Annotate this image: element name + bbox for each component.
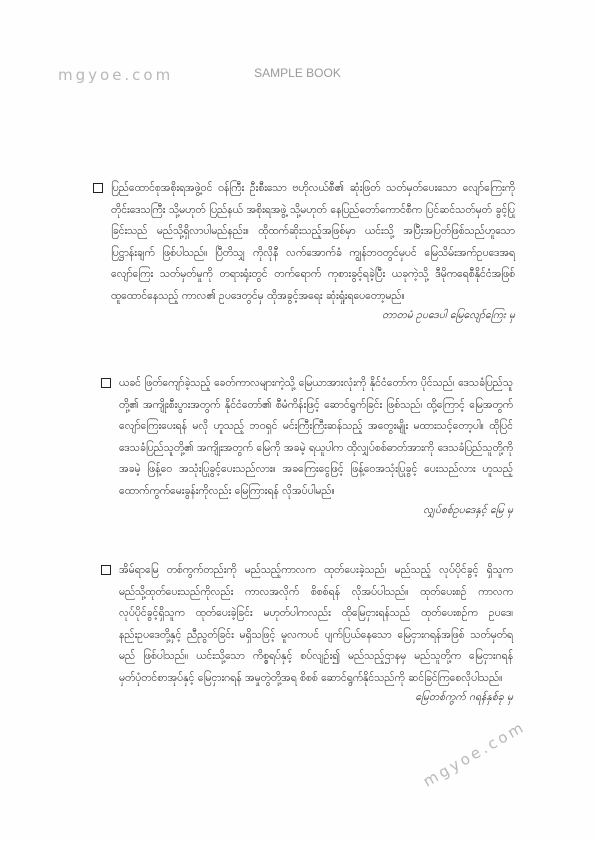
excerpt-attribution: လျှပ်စစ်ဥပဒေနှင့် မြေ မှ <box>423 504 513 516</box>
excerpt-paragraph <box>101 373 513 502</box>
excerpt-attribution: တာတမံ ဥပဒေပါ မြေလျော်ကြေး မှ <box>382 309 515 321</box>
watermark-diagonal: mgyoe.com <box>420 717 529 791</box>
excerpt-paragraph <box>93 178 515 307</box>
excerpt-block-1 <box>93 178 515 324</box>
excerpt-paragraph <box>101 560 513 689</box>
checkbox-bullet-icon <box>101 378 111 388</box>
excerpt-text: ပြည်ထောင်စုအစိုးရအဖွဲ့ဝင် ဝန်ကြီး ဦးစီးသော ဗဟိုလယ်စီ၏ ဆုံးဖြတ် သတ်မှတ်ပေးသော လျော်ကြေးကို တိုင်းဒေသကြီး သို့မဟုတ် ပြည်နယ် အစိုးရအဖွဲ့ သို့မဟုတ် နေပြည်တော်ကောင်စီက ပြင်ဆင်သတ်မှတ် ခွင့်ပြုခြင်းသည် မည်သို့ရှိလာပါမည်နည်း။ ထိုထက်ဆိုးသည့်အဖြစ်မှာ ယင်းသို့ အပြီးအပြတ်ဖြစ်သည်ဟူသော ပြဋ္ဌာန်းချက် ဖြစ်ပါသည်။ ပြီတိသျှ ကိုလိုနီ လက်အောက်ခံ ကျွန်ဘဝတွင်မှပင် မြေသိမ်းအက်ဥပဒေအရ လျော်ကြေး သတ်မှတ်မှုကို တရားရုံးတွင် တက်ရောက် ကုစားခွင့်ရခဲ့ပြီး ယခုကဲ့သို့ ဒီမိုကရေစီနိုင်ငံအဖြစ် ထူထောင်နေသည့် ကာလ၏ ဥပဒေတွင်မှ ထိုအခွင့်အရေး ဆုံးရှုံးရပေတော့မည်။ <box>111 182 515 302</box>
excerpt-text: အိမ်ရာမြေ တစ်ကွက်တည်းကို မည်သည့်ကာလက ထုတ်ပေးခဲ့သည်၊ မည်သည့် လုပ်ပိုင်ခွင့် ရှိသူက မည်သို့ထုတ်ပေးသည်ကိုလည်း ကာလအလိုက် စိစစ်ရန် လိုအပ်ပါသည်။ ထုတ်ပေးစဉ် ကာလက လုပ်ပိုင်ခွင့်ရှိသူက ထုတ်ပေးခဲ့ခြင်း မဟုတ်ပါကလည်း ထိုမြေငှားရန်သည် ထုတ်ပေးစဉ်က ဥပဒေ၊ နည်းဥပဒေတို့နှင့် ညီညွတ်ခြင်း မရှိသဖြင့် မူလကပင် ပျက်ပြယ်နေသော မြေငှားဂရန်အဖြစ် သတ်မှတ်ရမည် ဖြစ်ပါသည်။ ယင်းသို့သော ကိစ္စရပ်နှင့် စပ်လျဉ်း၍ မည်သည့်ဌာနမှ မည်သူတို့က မြေငှားဂရန် မှတ်ပုံတင်စာအုပ်နှင့် မြေငှားဂရန် အမှုတွဲတို့အရ စိစစ် ဆောင်ရွက်နိုင်သည်ကို ဆင်ခြင်ကြစေလိုပါသည်။ <box>119 564 513 684</box>
excerpt-text: ယခင် ဖြတ်ကျော်ခဲ့သည့် ခေတ်ကာလများကဲ့သို့ မြေယာအားလုံးကို နိုင်ငံတော်က ပိုင်သည်၊ ဒေသခံပြည်သူတို့၏ အကျိုးစီးပွားအတွက် နိုင်ငံတော်၏ စီမံကိန်းဖြင့် ဆောင်ရွက်ခြင်း ဖြစ်သည်၊ ထို့ကြောင့် မြေအတွက် လျော်ကြေးပေးရန် မလို ဟူသည့် ဘဝရှင် မင်းကြီးကြီးဆန်သည့် အတွေးမျိုး မထားသင့်တော့ပါ။ ထိုပြင် ဒေသခံပြည်သူတို့၏ အကျိုးအတွက် မြေကို အခမဲ့ ရယူပါက ထိုလျှပ်စစ်ဓာတ်အားကို ဒေသခံပြည်သူတို့ကို အခမဲ့ ဖြန့်ဝေ အသုံးပြုခွင့်ပေးသည်လား။ အခကြေးငွေဖြင့် ဖြန့်ဝေအသုံးပြုခွင့် ပေးသည်လား ဟူသည့် ထောက်ကွက်မေးခွန်းကိုလည်း မြေကြားရန် လိုအပ်ပါမည်။ <box>119 377 513 497</box>
page-header: SAMPLE BOOK <box>254 66 341 80</box>
checkbox-bullet-icon <box>93 183 103 193</box>
watermark-top: mgyoe.com <box>58 66 174 84</box>
checkbox-bullet-icon <box>101 565 111 575</box>
excerpt-attribution: မြေတစ်ကွက် ဂရန်နှစ်ခု မှ <box>415 691 513 703</box>
excerpt-block-2 <box>101 373 513 519</box>
excerpt-block-3 <box>101 560 513 706</box>
